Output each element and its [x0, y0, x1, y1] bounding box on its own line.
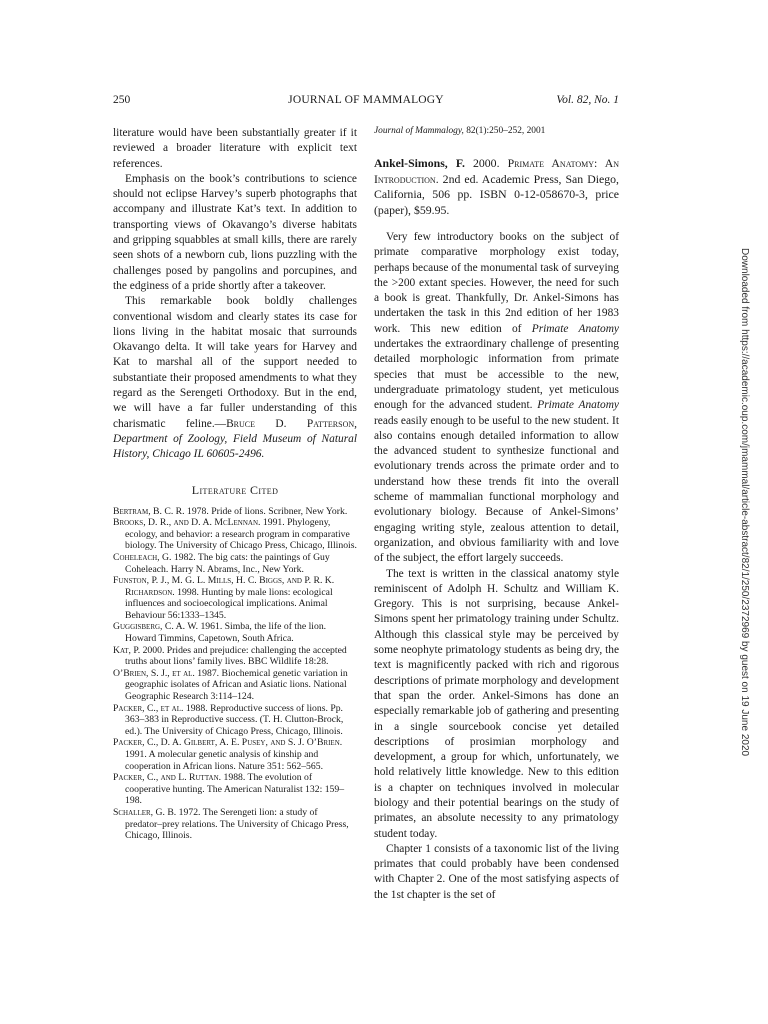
book-title-inline: Primate Anatomy [531, 322, 619, 335]
reference-text: 1991. A molecular genetic analysis of kinship and cooperation in African lions. Nature 351: 562–565. [125, 749, 324, 772]
paragraph: Chapter 1 consists of a taxonomic list of the living primates that could probably have been condensed with Chapter 2. One of the most satisfying aspects of the 1st chapter is the set of [374, 842, 619, 901]
reference-text: 1978. Pride of lions. Scribner, New York. [184, 505, 348, 517]
book-author: Ankel-Simons, F. [374, 156, 465, 170]
paragraph: The text is written in the classical anatomy style reminiscent of Adolph H. Schultz and William K. Gregory. This is not surprising, because Ankel-Simons spent her primatology training under Schultz. Although this classical style may be perceived by some neophyte primatology students as being dry, the text is magnificently packed with rich and rigorous descriptions of primate morphology and development that span the order. Ankel-Simons has done an especially remarkable job of gathering and presenting in a single sourcebook concise yet detailed descriptions of prosimian morphology and development, a group for which, unfortunately, we hold relatively little knowledge. New to this edition is a chapter on techniques involved in molecular biology and their potential bearings on the study of primates, an absolute necessity to any primatology student today. [374, 567, 619, 840]
reference-item [113, 772, 357, 807]
reference-authors: Brooks, D. R., and D. A. McLennan. [113, 517, 261, 529]
reference-text: 1972. The Serengeti lion: a study of predator–prey relations. The University of Chicago Press, Chicago, Illinois. [125, 806, 349, 842]
running-header [113, 94, 619, 110]
right-column [374, 126, 619, 903]
reference-item [113, 621, 357, 644]
reference-text: 1998. Hunting by male lions: ecological influences and socioecological implications. Animal Behaviour 56:1333–1345. [125, 586, 333, 621]
download-watermark: Downloaded from https://academic.oup.com/jmammal/article-abstract/82/1/250/2372969 by guest on 19 June 2020 [739, 248, 750, 757]
reference-item [113, 703, 357, 738]
citation-details: 82(1):250–252, 2001 [463, 126, 546, 136]
reference-authors: O’Brien, S. J., et al. [113, 667, 195, 679]
reference-item [113, 506, 357, 518]
literature-cited-heading: Literature Cited [191, 482, 279, 497]
reference-text: 2000. Prides and prejudice: challenging the accepted truths about lions’ family lives. BBC Wildlife 18:28. [125, 644, 347, 668]
reference-authors: Packer, C., et al. [113, 702, 184, 714]
reference-text: 1987. Biochemical genetic variation in geographic isolates of African and Asiatic lions. National Geographic Research 3:114–124. [125, 667, 348, 703]
reference-authors: Kat, P. [113, 644, 141, 656]
article-citation [374, 126, 619, 136]
reference-text: 1991. Phylogeny, ecology, and behavior: a research program in comparative biology. The University of Chicago Press, Chicago, Illinois. [125, 517, 357, 552]
paragraph-text: This remarkable book boldly challenges conventional wisdom and clearly states its case for lions living in the habitat mosaic that surrounds Okavango delta. It will take years for Harvey and Kat to marshal all of the support needed to substantiate their proposed amendments to what they regard as the Serengeti Orthodoxy. But in the end, we will have a far fuller understanding of this charismatic feline.— [113, 295, 357, 430]
book-title-inline: Primate Anatomy [537, 399, 619, 412]
paragraph-text: undertakes the extraordinary challenge of presenting detailed morphologic information from primate species that must be accessible to the new, undergraduate primatology student, yet meticulous enough for the advanced student. [374, 338, 619, 412]
paragraph-text: Very few introductory books on the subject of primate comparative morphology exist today, perhaps because of the monumental task of surveying the >200 extant species. However, the need for such a book is great. Thankfully, Dr. Ankel-Simons has undertaken the task in this 2nd edition of her 1983 work. This new edition of [374, 231, 619, 335]
reference-list [113, 506, 357, 842]
reference-item [113, 645, 357, 668]
reference-authors: Funston, P. J., M. G. L. Mills, H. C. Biggs, and P. R. K. Richardson. [113, 575, 335, 598]
citation-journal: Journal of Mammalogy, [374, 126, 464, 136]
reference-authors: Guggisberg, C. A. W. [113, 621, 199, 633]
reviewer-affiliation: , Department of Zoology, Field Museum of Natural History, Chicago IL 60605-2496. [113, 417, 357, 461]
book-title: Primate Anatomy: An Introduction. [374, 156, 619, 186]
reference-item [113, 668, 357, 703]
journal-title: JOURNAL OF MAMMALOGY [288, 94, 444, 106]
reference-text: 1988. Reproductive success of lions. Pp. 363–383 in Reproductive success. (T. H. Clutton-Brock, ed.). The University of Chicago Press, Chicago, Illinois. [125, 702, 344, 737]
reference-item [113, 552, 357, 575]
reference-authors: Packer, C., and L. Ruttan. [113, 772, 222, 784]
book-year: 2000. [464, 156, 508, 170]
reference-item [113, 737, 357, 772]
paragraph [374, 230, 619, 567]
reference-authors: Packer, C., D. A. Gilbert, A. E. Pusey, and S. J. O’Brien. [113, 737, 343, 749]
reviewer-name: Bruce D. Patterson [226, 417, 355, 430]
reference-text: 1988. The evolution of cooperative hunting. The American Naturalist 132: 159–198. [125, 772, 345, 807]
reference-text: 1961. Simba, the life of the lion. Howard Timmins, Capetown, South Africa. [125, 621, 327, 645]
reference-authors: Bertram, B. C. R. [113, 505, 185, 517]
reference-authors: Schaller, G. B. [113, 806, 177, 818]
closing-paragraph [113, 294, 357, 462]
reference-item [113, 807, 357, 842]
left-column [113, 126, 357, 842]
page-number: 250 [113, 94, 131, 106]
book-details: 2nd ed. Academic Press, San Diego, California, 506 pp. ISBN 0-12-058670-3, price (paper), $59.95. [374, 171, 619, 217]
paragraph: literature would have been substantially greater if it reviewed a broader literature with explicit text references. [113, 127, 357, 170]
reference-text: 1982. The big cats: the paintings of Guy Coheleach. Harry N. Abrams, Inc., New York. [125, 551, 330, 575]
paragraph: Emphasis on the book’s contributions to science should not eclipse Harvey’s superb photographs that accompany and illustrate Kat’s text. In addition to transporting views of Okavango’s diverse habitats and gripping squabbles at small kills, there are rarely seen shots of a newborn cub, lions puzzling with the challenges posed by pangolins and porcupines, and the edginess of a pride shortly after a takeover. [113, 172, 357, 292]
volume-issue: Vol. 82, No. 1 [556, 94, 619, 106]
review-heading [374, 156, 619, 218]
reference-authors: Coheleach, G. [113, 551, 172, 563]
reference-item [113, 517, 357, 552]
reference-item [113, 575, 357, 621]
paragraph-text: reads easily enough to be useful to the new student. It also contains enough detailed information to allow the advanced student to synthesize functional and evolutionary trends across the primate order and to understand how these trends fit into the overall scheme of mammalian functional morphology and evolutionary biology. Because of Ankel-Simons’ engaging writing style, zealous attention to detail, organization, and obvious familiarity with and love of the subject, the effort largely succeeds. [374, 414, 619, 565]
